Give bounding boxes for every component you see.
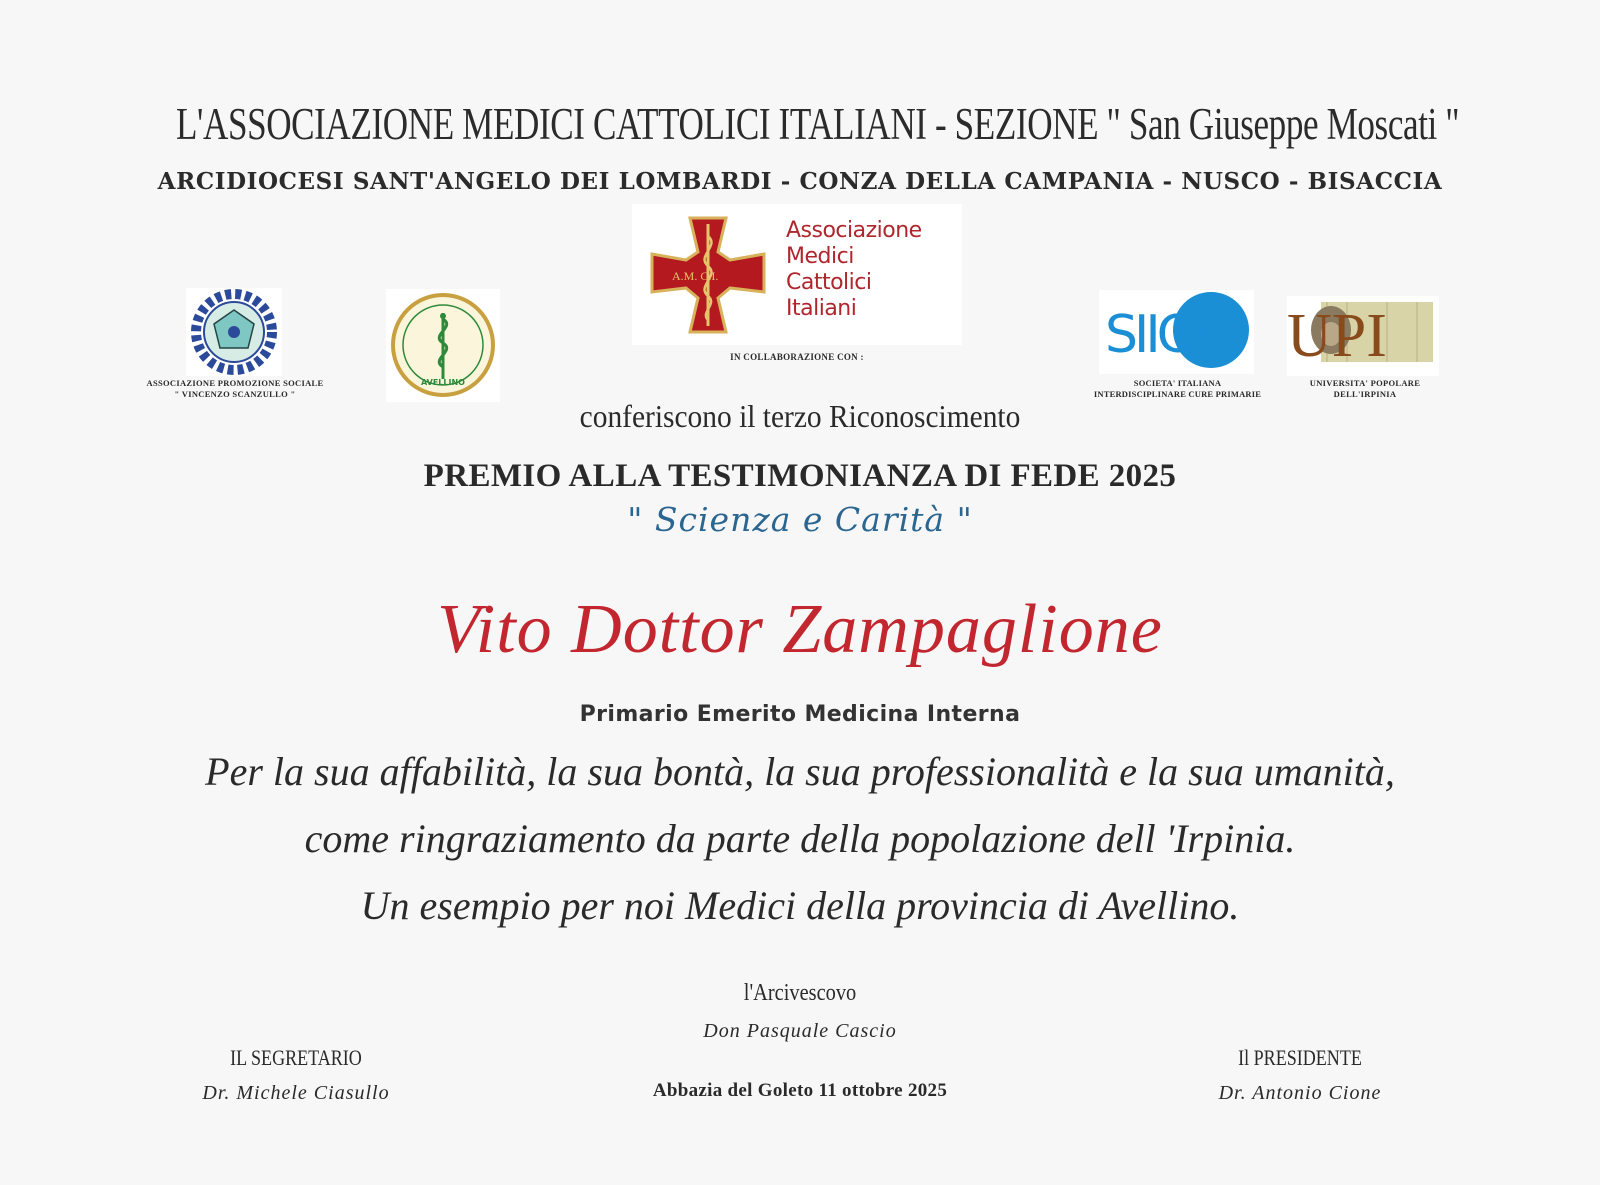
- amci-logo-line1: Associazione: [786, 218, 922, 243]
- arcivescovo-title: l'Arcivescovo: [743, 980, 857, 1006]
- amci-logo-line3: Cattolici: [786, 270, 872, 295]
- ordine-city: AVELLINO: [421, 378, 465, 387]
- red-cross-icon: [646, 214, 770, 336]
- motivation-line-3: Un esempio per noi Medici della provincia di Avellino.: [360, 883, 1240, 928]
- place-date: Abbazia del Goleto 11 ottobre 2025: [652, 1080, 948, 1101]
- upi-logo: [1287, 296, 1439, 376]
- scanzullo-caption-line2: " VINCENZO SCANZULLO ": [174, 389, 296, 399]
- caduceus-seal-icon: [386, 289, 500, 402]
- collaboration-label: IN COLLABORAZIONE CON :: [730, 352, 864, 362]
- scanzullo-caption: [140, 378, 330, 400]
- recipient-name: Vito Dottor Zampaglione: [437, 591, 1163, 668]
- scanzullo-caption-line1: ASSOCIAZIONE PROMOZIONE SOCIALE: [146, 378, 324, 388]
- siicp-logo: [1099, 290, 1254, 374]
- presidente-title: Il PRESIDENTE: [1238, 1045, 1362, 1070]
- gear-emblem-icon: [186, 288, 282, 376]
- upi-mark: UPI: [1287, 302, 1387, 370]
- segretario-title: IL SEGRETARIO: [230, 1045, 362, 1070]
- motivation-line-2: come ringraziamento da parte della popolazione dell 'Irpinia.: [304, 816, 1296, 861]
- siicp-mark-icon: [1099, 290, 1254, 374]
- award-title: PREMIO ALLA TESTIMONIANZA DI FEDE 2025: [423, 458, 1177, 494]
- intro-text: conferiscono il terzo Riconoscimento: [579, 398, 1021, 434]
- recipient-role: Primario Emerito Medicina Interna: [579, 702, 1021, 727]
- certificate-subtitle: ARCIDIOCESI SANT'ANGELO DEI LOMBARDI - CONZA DELLA CAMPANIA - NUSCO - BISACCIA: [157, 168, 1443, 195]
- siicp-caption-line1: SOCIETA' ITALIANA: [1133, 378, 1222, 388]
- upi-caption: [1300, 378, 1430, 400]
- amci-logo-line2: Medici: [786, 244, 854, 269]
- motivation-line-1: Per la sua affabilità, la sua bontà, la sua professionalità e la sua umanità,: [205, 749, 1395, 794]
- siicp-caption: [1090, 378, 1265, 400]
- siicp-mark: SIICP: [1105, 305, 1217, 365]
- award-motto: " Scienza e Carità ": [627, 500, 973, 539]
- seal-text: A.M. C.I.: [672, 269, 719, 283]
- amci-logo-line4: Italiani: [786, 296, 857, 321]
- amci-logo-wordmark: [786, 218, 922, 322]
- upi-caption-line2: DELL'IRPINIA: [1333, 389, 1397, 399]
- presidente-signature: Dr. Antonio Cione: [1218, 1082, 1382, 1104]
- upi-wolf-emblem-icon: [1287, 296, 1439, 376]
- amci-logo: [632, 204, 962, 345]
- certificate-title: L'ASSOCIAZIONE MEDICI CATTOLICI ITALIANI - SEZIONE " San Giuseppe Moscati ": [176, 99, 1460, 149]
- upi-caption-line1: UNIVERSITA' POPOLARE: [1309, 378, 1421, 388]
- segretario-signature: Dr. Michele Ciasullo: [202, 1082, 390, 1104]
- scanzullo-logo: [186, 288, 282, 376]
- arcivescovo-signature: Don Pasquale Cascio: [703, 1020, 897, 1042]
- ordine-medici-logo: [386, 289, 500, 402]
- siicp-caption-line2: INTERDISCIPLINARE CURE PRIMARIE: [1093, 389, 1262, 399]
